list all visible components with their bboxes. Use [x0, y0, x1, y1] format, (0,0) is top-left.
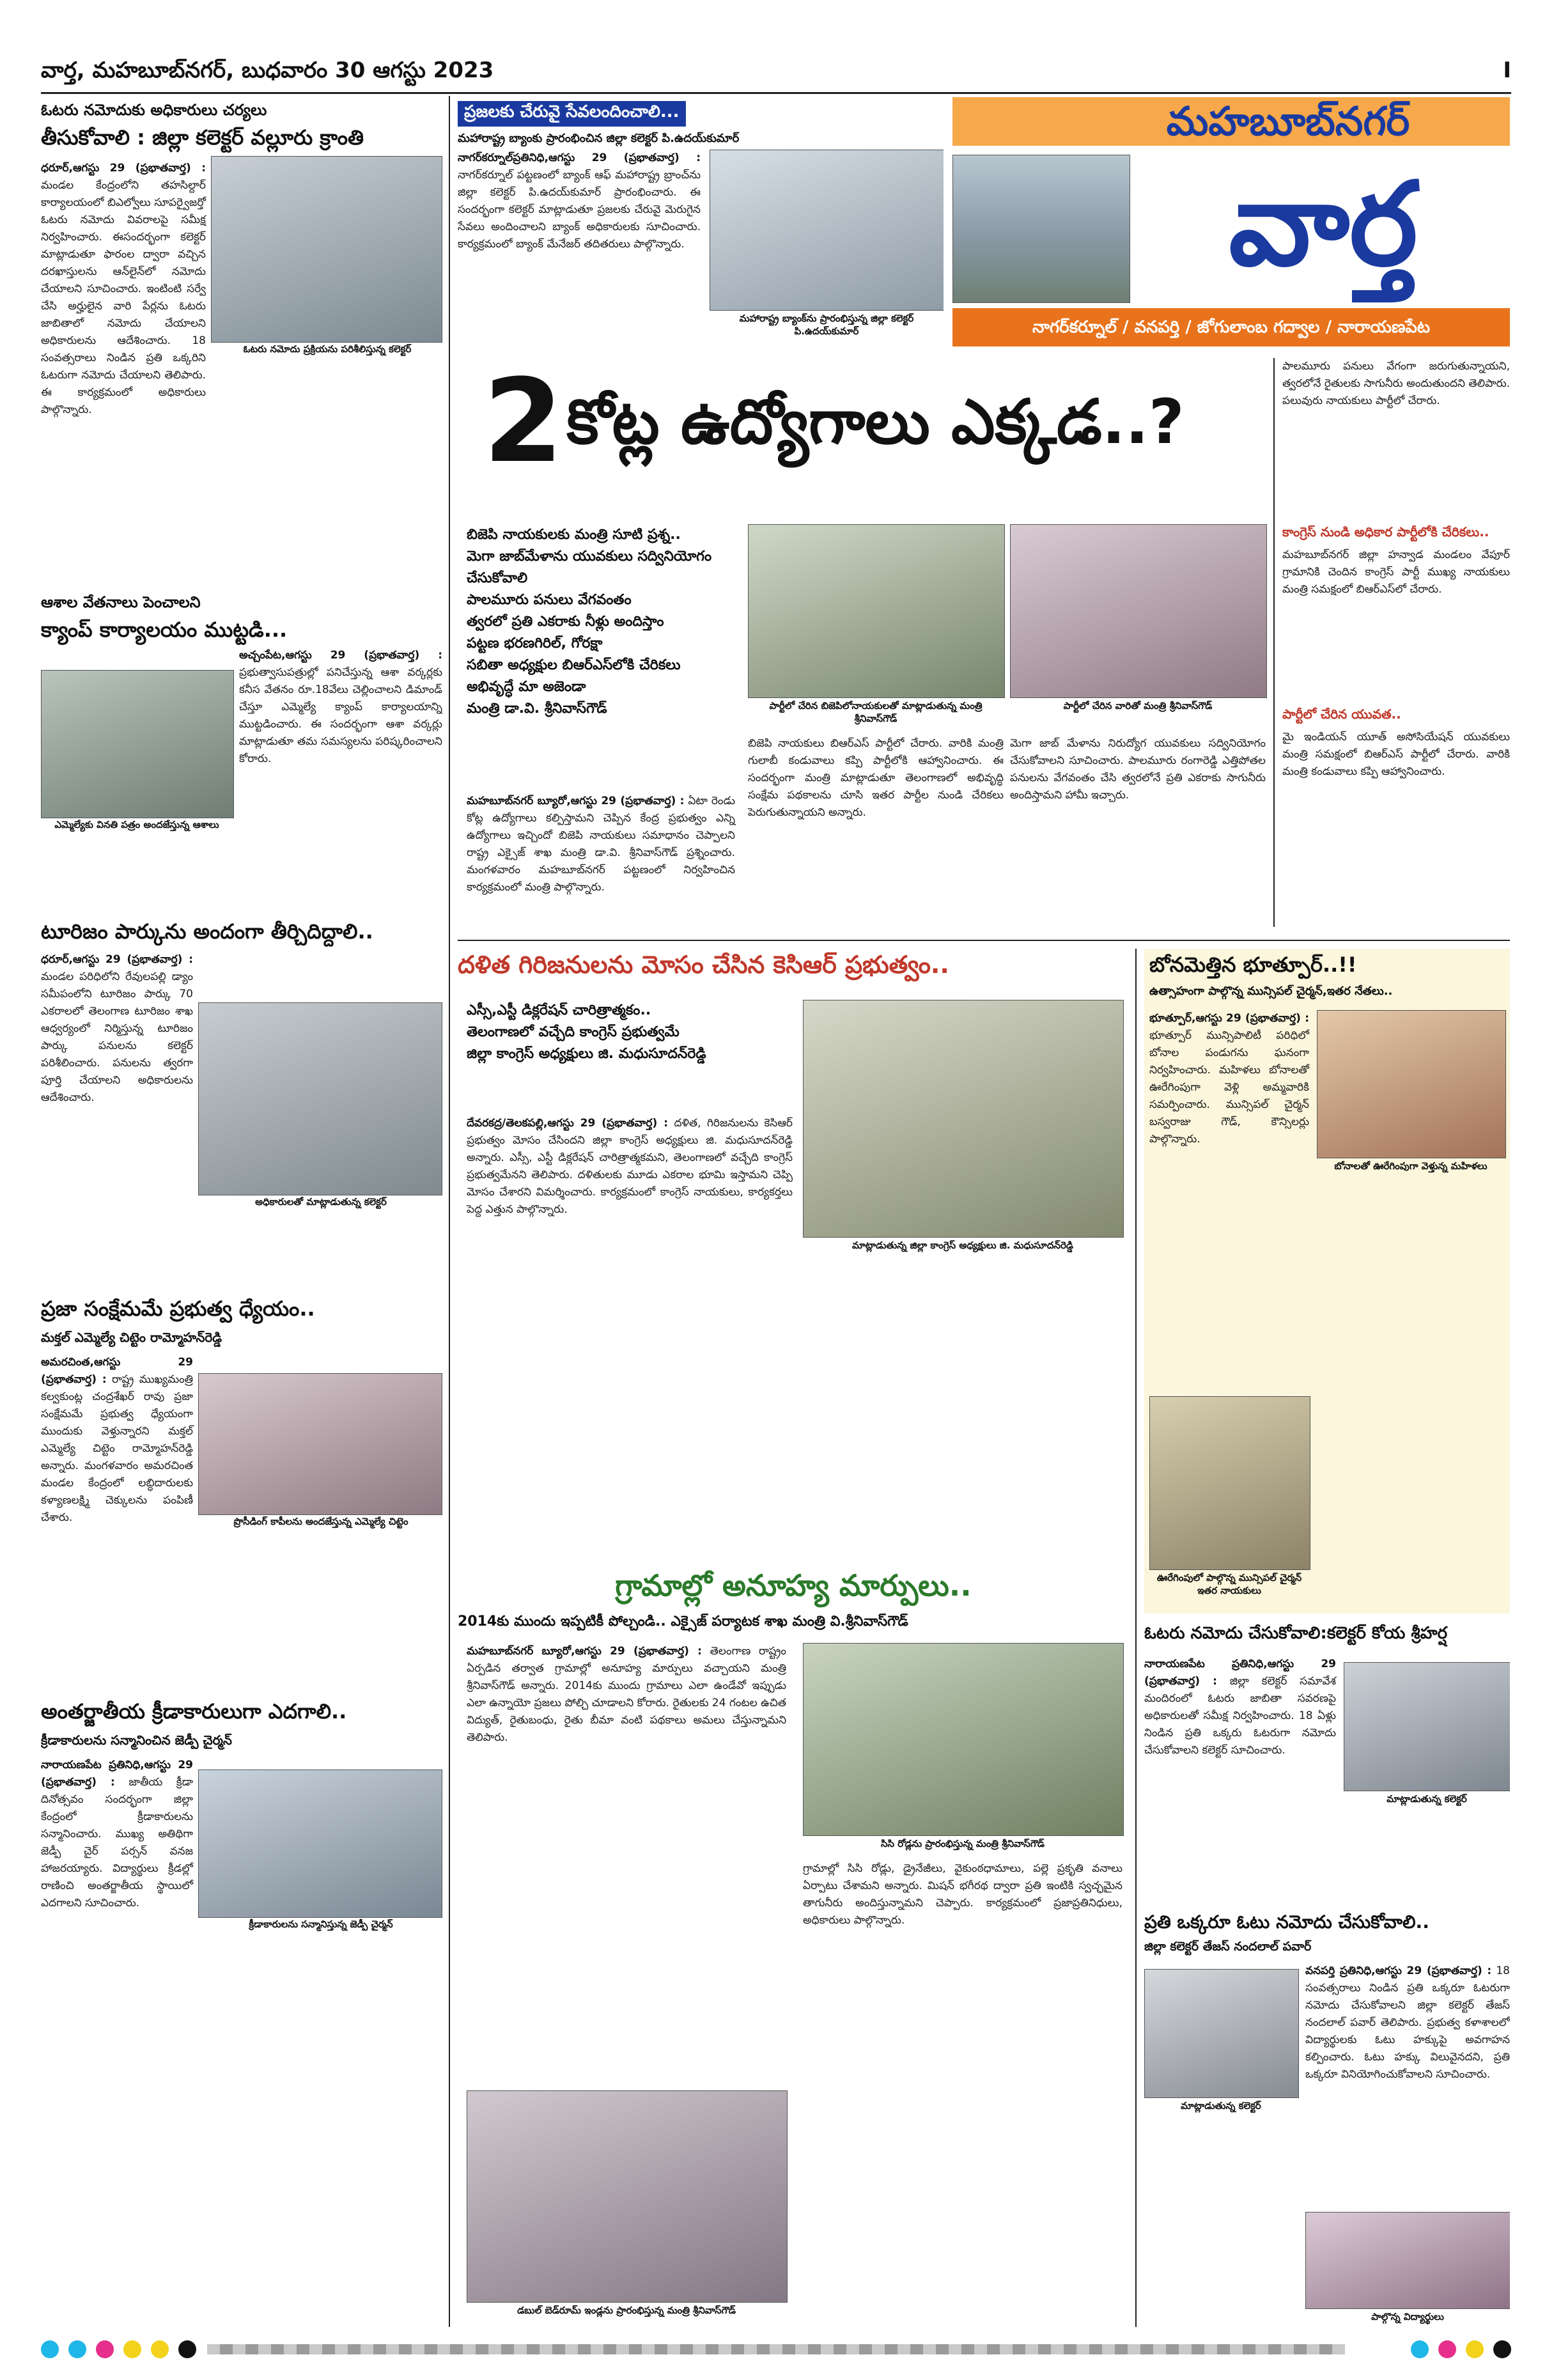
bonalu-headline: బోనమెత్తిన భూత్పూర్..!! — [1149, 953, 1357, 977]
left-column — [41, 101, 442, 2326]
bank-dateline: నాగర్‌కర్నూల్‌ప్రతినిధి,ఆగస్టు 29 (ప్రభాతవార్త) : — [458, 152, 701, 164]
story3-dateline: ధరూర్,ఆగస్టు 29 (ప్రభాతవార్త) : — [41, 953, 193, 966]
lead-text-3: మెగా జాబ్ మేళాను నిరుద్యోగ యువకులు సద్వినియోగం చేసుకోవాలని సూచించారు. పాలమూరు రంగారెడ్డి ఎత్తిపోతల పనులను వేగవంతం చేసి త్వరలోనే ప్రతి ఎకరాకు సాగునీరు అందిస్తామని హామీ ఇచ్చారు. — [1010, 737, 1266, 802]
lead-right-subhead-1: కాంగ్రెస్ నుండి అధికార పార్టీలోకి చేరికలు.. — [1282, 524, 1489, 540]
story1-photo — [211, 156, 442, 343]
voter-wnp-photo-1 — [1144, 1969, 1299, 2098]
story-dalit — [458, 949, 1129, 1562]
voter-np-photo — [1344, 1662, 1510, 1791]
lead-photo-2 — [1010, 524, 1267, 698]
lead-bullet: మెగా జాబ్‌మేళాను యువకులు సద్వినియోగం చేసుకోవాలి — [467, 548, 712, 586]
story5-dateline: నారాయణపేట ప్రతినిధి,ఆగస్టు 29 (ప్రభాతవార్త) : — [41, 1759, 193, 1789]
dalit-text: దళిత, గిరిజనులను కెసిఆర్ ప్రభుత్వం మోసం చేసిందని జిల్లా కాంగ్రెస్ అధ్యక్షులు జి. మధుసూదన్‌రెడ్డి అన్నారు. ఎస్సీ, ఎస్టీ డిక్లరేషన్ చారిత్రాత్మకమని, తెలంగాణలో వచ్చేది కాంగ్రెస్ ప్రభుత్వమేనని తెలిపారు. దళితులకు మూడు ఎకరాల భూమి ఇస్తామని చెప్పి మోసం చేశారని విమర్శించారు. కార్యక్రమంలో కాంగ్రెస్ నాయకులు, కార్యకర్తలు పెద్ద ఎత్తున పాల్గొన్నారు. — [467, 1117, 793, 1216]
story4-text: రాష్ట్ర ముఖ్యమంత్రి కల్వకుంట్ల చంద్రశేఖర్ రావు ప్రజా సంక్షేమమే ప్రభుత్వ ధ్యేయంగా ముందుకు వెళ్తున్నారని మక్తల్ ఎమ్మెల్యే చిట్టెం రామ్మోహన్‌రెడ్డి అన్నారు. మంగళవారం అమరచింత మండల కేంద్రంలో లబ్ధిదారులకు కళ్యాణలక్ష్మి చెక్కులను పంపిణీ చేశారు. — [41, 1373, 194, 1524]
lead-right-text-1: పాలమూరు పనులు వేగంగా జరుగుతున్నాయని, త్వరలోనే రైతులకు సాగునీరు అందుతుందని తెలిపారు. పలువురు నాయకులు పార్టీలో చేరారు. — [1282, 360, 1510, 407]
bank-subhead: మహారాష్ట్ర బ్యాంకు ప్రారంభించిన జిల్లా కలెక్టర్ పి.ఉదయ్‌కుమార్ — [458, 132, 740, 145]
story-tourism-park — [41, 919, 442, 1290]
lead-headline — [483, 358, 1270, 486]
story3-photo — [198, 1002, 442, 1195]
villages-caption-2: డబుల్ బెడ్‌రూమ్ ఇండ్లను ప్రారంభిస్తున్న మంత్రి శ్రీనివాస్‌గౌడ్ — [517, 2305, 736, 2316]
story-voter-np — [1144, 1624, 1510, 1905]
lead-caption-1: పార్టీలో చేరిన బిజెపిలోనాయకులతో మాట్లాడుతున్న మంత్రి శ్రీనివాస్‌గౌడ్ — [769, 700, 983, 724]
lead-right-text-2: మహబూబ్‌నగర్ జిల్లా హన్వాడ మండలం వేపూర్ గ్రామానికి చెందిన కాంగ్రెస్ పార్టీ ముఖ్య నాయకులు మంత్రి సమక్షంలో బిఆర్ఎస్‌లో చేరారు. — [1282, 548, 1510, 596]
story5-body — [41, 1757, 193, 2319]
lead-body-3 — [1010, 735, 1266, 927]
story2-kicker: ఆశాల వేతనాలు పెంచాలని — [41, 593, 201, 611]
bank-body — [458, 150, 701, 348]
voter-wnp-headline: ప్రతి ఒక్కరూ ఓటు నమోదు చేసుకోవాలి.. — [1144, 1911, 1429, 1933]
lead-inner-divider — [1273, 358, 1275, 927]
lead-bullet: సబితా అధ్యక్షుల బిఆర్ఎస్‌లోకి చేరికలు — [467, 657, 681, 673]
voter-wnp-caption-2: పాల్గొన్న విద్యార్థులు — [1371, 2311, 1444, 2322]
story5-caption: క్రీడాకారులను సన్మానిస్తున్న జెడ్పీ చైర్మన్ — [249, 1918, 393, 1930]
story-voter-wnp — [1144, 1911, 1510, 2327]
story-bonalu — [1144, 949, 1510, 1614]
bank-caption: మహారాష్ట్ర బ్యాంక్‌ను ప్రారంభిస్తున్న జిల్లా కలెక్టర్ పి.ఉదయ్‌కుమార్ — [739, 313, 914, 337]
villages-photo-2 — [467, 2090, 788, 2303]
lead-bullet: బిజెపి నాయకులకు మంత్రి సూటి ప్రశ్న.. — [467, 527, 681, 543]
story4-subhead: మక్తల్ ఎమ్మెల్యే చిట్టెం రామ్మోహన్‌రెడ్డి — [41, 1330, 222, 1345]
bank-photo — [710, 150, 944, 311]
dalit-bullet: తెలంగాణలో వచ్చేది కాంగ్రెస్ ప్రభుత్వమే — [467, 1024, 680, 1040]
dalit-bullet: ఎస్సీ,ఎస్టీ డిక్లరేషన్ చారిత్రాత్మకం.. — [467, 1002, 651, 1018]
lead-right-column — [1282, 358, 1510, 927]
bonalu-dateline: భూత్పూర్,ఆగస్టు 29 (ప్రభాతవార్త) : — [1149, 1012, 1309, 1025]
villages-photo-1 — [803, 1643, 1124, 1836]
column-divider-left — [449, 96, 450, 2327]
story1-kicker: ఓటరు నమోదుకు అధికారులు చర్యలు — [41, 101, 267, 119]
voter-wnp-photo-2 — [1305, 2212, 1510, 2309]
folio: వార్త, మహబూబ్‌నగర్, బుధవారం 30 ఆగస్టు 2023 — [41, 58, 494, 83]
story1-caption: ఓటరు నమోదు ప్రక్రియను పరిశీలిస్తున్న కలెక్టర్ — [243, 343, 412, 355]
masthead-districts: నాగర్‌కర్నూల్ / వనపర్తి / జోగులాంబ గద్వాల / నారాయణపేట — [952, 308, 1510, 346]
story3-body — [41, 951, 193, 1284]
story1-body — [41, 160, 206, 582]
villages-subhead: 2014కు ముందు ఇప్పటికీ పోల్చండి.. ఎక్సైజ్ పర్యాటక శాఖ మంత్రి వి.శ్రీనివాస్‌గౌడ్ — [458, 1614, 908, 1629]
story3-caption: అధికారులతో మాట్లాడుతున్న కలెక్టర్ — [255, 1196, 387, 1208]
page-header — [41, 55, 1511, 88]
masthead — [952, 97, 1510, 350]
registration-dot — [96, 2340, 114, 2358]
bonalu-photo-1 — [1317, 1010, 1506, 1158]
story2-headline: క్యాంప్ కార్యాలయం ముట్టడి... — [41, 618, 288, 642]
story-voter-registration — [41, 101, 442, 587]
lead-body-1 — [467, 793, 735, 927]
story1-headline: తీసుకోవాలి : జిల్లా కలెక్టర్ వల్లూరు క్రాంతి — [41, 125, 364, 150]
story4-dateline: అమరచింత,ఆగస్టు 29 (ప్రభాతవార్త) : — [41, 1356, 193, 1386]
right-column — [1144, 949, 1510, 2327]
voter-wnp-subhead: జిల్లా కలెక్టర్ తేజస్ నందలాల్ పవార్ — [1144, 1940, 1312, 1954]
lead-text-2: బిజెపి నాయకులు బిఆర్ఎస్ పార్టీలో చేరారు. వారికి మంత్రి గులాబీ కండువాలు కప్పి పార్టీలోకి ఆహ్వానించారు. ఈ సందర్భంగా మంత్రి మాట్లాడుతూ తెలంగాణలో అభివృద్ధి సంక్షేమ పథకాలను చూసి ఇతర పార్టీల నుండి చేరికలు పెరుగుతున్నాయని అన్నారు. — [748, 737, 1004, 819]
registration-dot — [1466, 2340, 1484, 2358]
story2-dateline: అచ్చంపేట,ఆగస్టు 29 (ప్రభాతవార్త) : — [239, 649, 442, 662]
masthead-logo-text: వార్త — [1229, 158, 1418, 292]
villages-text-1: తెలంగాణ రాష్ట్రం ఏర్పడిన తర్వాత గ్రామాల్లో అనూహ్య మార్పులు వచ్చాయని మంత్రి శ్రీనివాస్‌గౌడ్ అన్నారు. 2014కు ముందు గ్రామాలు ఎలా ఉండేవో ఇప్పుడు ఎలా ఉన్నాయో ప్రజలు పోల్చి చూడాలని కోరారు. రైతులకు 24 గంటల ఉచిత విద్యుత్, రైతుబంధు, రైతు బీమా వంటి పథకాలు అమలు చేస్తున్నామని తెలిపారు. — [467, 1645, 787, 1744]
bonalu-photo-2 — [1149, 1396, 1310, 1570]
lead-bullet: పట్టణ భరణగిరిల్, గోరక్షా — [467, 635, 603, 651]
column-divider-right — [1135, 949, 1137, 2327]
registration-dot — [1411, 2340, 1429, 2358]
lead-right-text-3: మై ఇండియన్ యూత్ అసోసియేషన్ యువకులు మంత్రి సమక్షంలో బిఆర్ఎస్ పార్టీలో చేరారు. వారికి మంత్రి కండువాలు కప్పి ఆహ్వానించారు. — [1282, 731, 1510, 778]
voter-np-headline: ఓటరు నమోదు చేసుకోవాలి:కలెక్టర్ కోయ శ్రీహర్ష — [1144, 1624, 1447, 1643]
dalit-bullet: జిల్లా కాంగ్రెస్ అధ్యక్షులు జి. మధుసూదన్‌రెడ్డి — [467, 1046, 706, 1062]
villages-caption-1: సిసి రోడ్లను ప్రారంభిస్తున్న మంత్రి శ్రీనివాస్‌గౌడ్ — [880, 1838, 1045, 1849]
villages-text-2: గ్రామాల్లో సిసి రోడ్లు, డ్రైనేజీలు, వైకుంఠధామాలు, పల్లె ప్రకృతి వనాలు ఏర్పాటు చేశామని అన్నారు. మిషన్ భగీరథ ద్వారా ప్రతి ఇంటికి స్వచ్ఛమైన తాగునీరు అందిస్తున్నామని చెప్పారు. కార్యక్రమంలో ప్రజాప్రతినిధులు, అధికారులు పాల్గొన్నారు. — [803, 1862, 1123, 1927]
masthead-title: మహబూబ్‌నగర్ — [1166, 98, 1410, 144]
bonalu-subhead: ఉత్సాహంగా పాల్గొన్న మున్సిపల్ చైర్మన్,ఇతర నేతలు.. — [1149, 984, 1393, 998]
lead-caption-2: పార్టీలో చేరిన వారితో మంత్రి శ్రీనివాస్‌గౌడ్ — [1063, 700, 1213, 712]
lead-headline-number: 2 — [483, 358, 564, 488]
story2-photo — [41, 670, 234, 818]
story1-dateline: ధరూర్,ఆగస్టు 29 (ప్రభాతవార్త) : — [41, 162, 206, 175]
villages-headline: గ్రామాల్లో అనూహ్య మార్పులు.. — [615, 1568, 972, 1603]
footer-gray-band — [207, 2344, 1345, 2354]
villages-body-1 — [467, 1643, 786, 1943]
dalit-bullets — [467, 1000, 754, 1115]
story5-headline: అంతర్జాతీయ క్రీడాకారులుగా ఎదగాలి.. — [41, 1699, 347, 1723]
lead-body-2 — [748, 735, 1004, 927]
color-bar-right — [1411, 2340, 1511, 2358]
dalit-body — [467, 1115, 793, 1556]
story4-caption: ప్రొసీడింగ్ కాపీలను అందజేస్తున్న ఎమ్మెల్యే చిట్టెం — [233, 1516, 408, 1527]
dalit-headline: దళిత గిరిజనులను మోసం చేసిన కెసిఆర్ ప్రభుత్వం.. — [458, 951, 949, 979]
registration-dot — [68, 2340, 86, 2358]
villages-dateline: మహబూబ్‌నగర్ బ్యూరో,ఆగస్టు 29 (ప్రభాతవార్త) : — [467, 1645, 702, 1658]
story2-text: ప్రభుత్వాసుపత్రుల్లో పనిచేస్తున్న ఆశా వర్కర్లకు కనీస వేతనం రూ.18వేలు చెల్లించాలని డిమాండ్ చేస్తూ ఎమ్మెల్యే క్యాంప్ కార్యాలయాన్ని ముట్టడించారు. ఈ సందర్భంగా ఆశా వర్కర్లు మాట్లాడుతూ తమ సమస్యలను పరిష్కరించాలని కోరారు. — [239, 666, 442, 765]
registration-dot — [41, 2340, 59, 2358]
story5-subhead: క్రీడాకారులను సన్మానించిన జెడ్పీ చైర్మన్ — [41, 1732, 232, 1748]
voter-np-dateline: నారాయణపేట ప్రతినిధి,ఆగస్టు 29 (ప్రభాతవార్త) : — [1144, 1658, 1336, 1688]
lead-bullet: మంత్రి డా.వి. శ్రీనివాస్‌గౌడ్ — [467, 701, 607, 717]
header-rule — [41, 92, 1511, 94]
bank-kicker: ప్రజలకు చేరువై సేవలందించాలి... — [458, 101, 686, 127]
registration-dot — [1493, 2340, 1511, 2358]
story5-photo — [198, 1769, 442, 1918]
lead-bullet: పాలమూరు పనులు వేగవంతం — [467, 592, 632, 608]
registration-dot — [151, 2340, 169, 2358]
voter-np-text: జిల్లా కలెక్టర్ సమావేశ మందిరంలో ఓటరు జాబితా సవరణపై అధికారులతో సమీక్ష నిర్వహించారు. 18 ఏళ్లు నిండిన ప్రతి ఒక్కరు ఓటరుగా నమోదు చేసుకోవాలని కలెక్టర్ సూచించారు. — [1144, 1675, 1336, 1757]
story-welfare — [41, 1296, 442, 1693]
dalit-photo — [803, 1000, 1124, 1238]
voter-wnp-dateline: వనపర్తి ప్రతినిధి,ఆగస్టు 29 (ప్రభాతవార్త) : — [1305, 1964, 1492, 1977]
dalit-caption: మాట్లాడుతున్న జిల్లా కాంగ్రెస్ అధ్యక్షులు జి. మధుసూదన్‌రెడ్డి — [852, 1240, 1073, 1251]
voter-wnp-caption-1: మాట్లాడుతున్న కలెక్టర్ — [1181, 2100, 1261, 2112]
lead-text-1: ఏటా రెండు కోట్ల ఉద్యోగాలు కల్పిస్తామని చెప్పిన కేంద్ర ప్రభుత్వం ఎన్ని ఉద్యోగాలు ఇచ్చిందో బిజెపి నాయకులు సమాధానం చెప్పాలని రాష్ట్ర ఎక్సైజ్ శాఖ మంత్రి డా.వి. శ్రీనివాస్‌గౌడ్ ప్రశ్నించారు. మంగళవారం మహబూబ్‌నగర్ పట్టణంలో నిర్వహించిన కార్యక్రమంలో మంత్రి పాల్గొన్నారు. — [467, 795, 735, 894]
story-asha-workers — [41, 593, 442, 913]
page-number: I — [1503, 58, 1511, 83]
story3-headline: టూరిజం పార్కును అందంగా తీర్చిదిద్దాలి.. — [41, 919, 373, 944]
story1-text: మండల కేంద్రంలోని తహసిల్దార్ కార్యాలయంలో బిఎల్వోలు సూపర్వైజర్తో ఓటరు నమోదు వివరాలపై సమీక్ష నిర్వహించారు. ఈసందర్భంగా కలెక్టర్ మాట్లాడుతూ ఫారంల ద్వారా వచ్చిన దరఖాస్తులను ఆన్‌లైన్‌లో నమోదు చేయాలని సూచించారు. ఇంటింటి సర్వే చేసి అర్హులైన వారి పేర్లను ఓటరు జాబితాలో నమోదు చేయాలని అధికారులను ఆదేశించారు. 18 సంవత్సరాలు నిండిన ప్రతి ఒక్కరిని ఓటరుగా నమోదు చేయాలని తెలిపారు. ఈ కార్యక్రమంలో అధికారులు పాల్గొన్నారు. — [41, 179, 206, 416]
registration-dot — [123, 2340, 141, 2358]
bonalu-caption-1: బోనాలతో ఊరేగింపుగా వెళ్తున్న మహిళలు — [1334, 1160, 1488, 1172]
registration-dot — [178, 2340, 196, 2358]
bonalu-caption-2: ఊరేగింపులో పాల్గొన్న మున్సిపల్ చైర్మన్ ఇతర నాయకులు — [1156, 1572, 1302, 1596]
story2-caption: ఎమ్మెల్యేకు వినతి పత్రం అందజేస్తున్న ఆశాలు — [54, 819, 219, 830]
voter-wnp-text: 18 సంవత్సరాలు నిండిన ప్రతి ఒక్కరూ ఓటరుగా నమోదు చేసుకోవాలని జిల్లా కలెక్టర్ తేజస్ నందలాల్ పవార్ తెలిపారు. ప్రభుత్వ కళాశాలలో విద్యార్థులకు ఓటు హక్కుపై అవగాహన కల్పించారు. ఓటు హక్కు విలువైనదని, ప్రతి ఒక్కరూ వినియోగించుకోవాలని సూచించారు. — [1305, 1964, 1510, 2081]
bonalu-body — [1149, 1010, 1309, 1291]
lead-bullets — [467, 524, 742, 786]
voter-np-caption: మాట్లాడుతున్న కలెక్టర్ — [1387, 1793, 1467, 1805]
color-bar-left — [41, 2340, 203, 2358]
lead-right-subhead-2: పార్టీలో చేరిన యువత.. — [1282, 706, 1401, 722]
bonalu-text: భూత్పూర్ మున్సిపాలిటీ పరిధిలో బోనాల పండుగను ఘనంగా నిర్వహించారు. మహిళలు బోనాలతో ఊరేగింపుగా వెళ్లి అమ్మవారికి సమర్పించారు. మున్సిపల్ చైర్మన్ బస్వరాజు గౌడ్, కౌన్సిలర్లు పాల్గొన్నారు. — [1149, 1029, 1309, 1146]
story2-body — [239, 647, 442, 909]
lead-bullet: అభివృద్ధే మా అజెండా — [467, 679, 586, 695]
voter-np-body — [1144, 1656, 1336, 1899]
story-bank-opening — [458, 101, 944, 350]
lead-bullet: త్వరలో ప్రతి ఎకరాకు నీళ్లు అందిస్తాం — [467, 614, 664, 630]
story4-headline: ప్రజా సంక్షేమమే ప్రభుత్వ ధ్యేయం.. — [41, 1296, 315, 1321]
masthead-dam-photo — [952, 155, 1130, 303]
villages-body-2 — [803, 1860, 1123, 2321]
lead-photo-1 — [748, 524, 1005, 698]
voter-wnp-body — [1305, 1963, 1510, 2218]
lead-story — [458, 358, 1510, 933]
lead-dateline: మహబూబ్‌నగర్ బ్యూరో,ఆగస్టు 29 (ప్రభాతవార్త) : — [467, 795, 685, 807]
story-sports — [41, 1699, 442, 2326]
dalit-dateline: దేవరకద్ర/తెలకపల్లి,ఆగస్టు 29 (ప్రభాతవార్త) : — [467, 1117, 668, 1130]
story-villages — [458, 1566, 1129, 2327]
story3-text: మండల పరిధిలోని రేవులపల్లి డ్యాం సమీపంలోని టూరిజం పార్కు 70 ఎకరాలలో తెలంగాణ టూరిజం శాఖ ఆధ్వర్యంలో నిర్మిస్తున్న టూరిజం పార్కు పనులను కలెక్టర్ పరిశీలించారు. పనులను త్వరగా పూర్తి చేయాలని అధికారులను ఆదేశించారు. — [41, 970, 193, 1104]
lead-headline-text: కోట్ల ఉద్యోగాలు ఎక్కడ..? — [566, 386, 1185, 458]
registration-dot — [1438, 2340, 1456, 2358]
footer-bar — [41, 2337, 1511, 2362]
story4-body — [41, 1354, 193, 1686]
story5-text: జాతీయ క్రీడా దినోత్సవం సందర్భంగా జిల్లా కేంద్రంలో క్రీడాకారులను సన్మానించారు. ముఖ్య అతిథిగా జెడ్పీ చైర్ పర్సన్ వనజ హాజరయ్యారు. విద్యార్థులు క్రీడల్లో రాణించి అంతర్జాతీయ స్థాయిలో ఎదగాలని సూచించారు. — [41, 1776, 193, 1909]
story4-photo — [198, 1373, 442, 1515]
section-rule-mid — [458, 940, 1510, 941]
bank-text: నాగర్‌కర్నూల్ పట్టణంలో బ్యాంక్ ఆఫ్ మహారాష్ట్ర బ్రాంచ్‌ను జిల్లా కలెక్టర్ పి.ఉదయ్‌కుమార్ ప్రారంభించారు. ఈ సందర్భంగా కలెక్టర్ మాట్లాడుతూ ప్రజలకు చేరువై మెరుగైన సేవలు అందించాలని బ్యాంక్ అధికారులకు సూచించారు. కార్యక్రమంలో బ్యాంక్ మేనేజర్ తదితరులు పాల్గొన్నారు. — [458, 169, 701, 251]
